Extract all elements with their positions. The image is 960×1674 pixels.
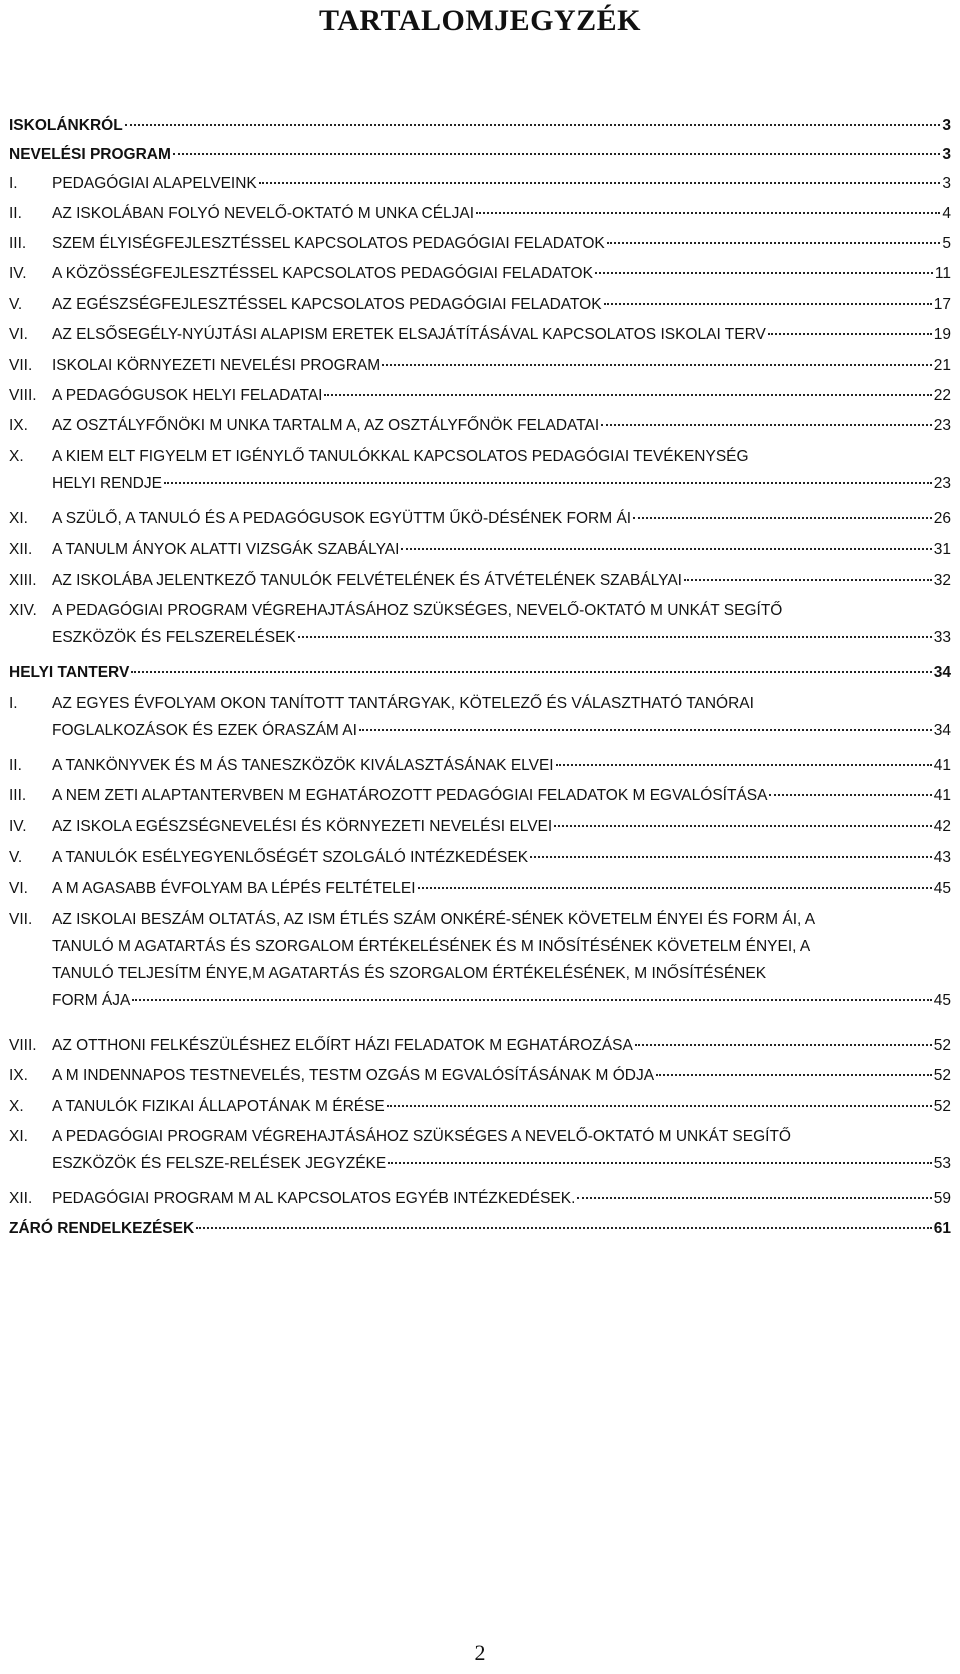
toc-entry-text bbox=[52, 844, 951, 871]
toc-entry-page: 17 bbox=[933, 296, 951, 313]
toc-entry-line bbox=[52, 536, 951, 563]
page-number: 2 bbox=[474, 1640, 486, 1665]
toc-entry-line bbox=[52, 505, 951, 532]
toc-entry-title: FORM ÁJA bbox=[52, 992, 131, 1009]
toc-entry-line bbox=[52, 752, 951, 779]
dot-leader bbox=[418, 887, 932, 889]
toc-entry-title: ISKOLÁNKRÓL bbox=[9, 117, 123, 134]
toc-entry-number: V. bbox=[9, 849, 23, 866]
toc-entry-line bbox=[52, 470, 951, 497]
toc-entry-page: 53 bbox=[933, 1155, 951, 1172]
toc-entry-number: VIII. bbox=[9, 1037, 37, 1054]
toc-entry-text bbox=[52, 230, 951, 257]
toc-entry-text bbox=[52, 170, 951, 197]
dot-leader bbox=[577, 1197, 931, 1199]
toc-entry-title: PEDAGÓGIAI ALAPELVEINK bbox=[52, 175, 257, 192]
toc-entry-text bbox=[52, 813, 951, 840]
dot-leader bbox=[769, 794, 931, 796]
toc-entry-page: 52 bbox=[933, 1037, 951, 1054]
toc-entry-number: III. bbox=[9, 235, 27, 252]
toc-entry-page: 41 bbox=[933, 757, 951, 774]
toc-entry-text bbox=[52, 1032, 951, 1059]
toc-entry-title: SZEM ÉLYISÉGFEJLESZTÉSSEL KAPCSOLATOS PEDAGÓGIAI FELADATOK bbox=[52, 235, 605, 252]
toc-entry-line bbox=[52, 597, 951, 624]
toc-entry-title: A TANKÖNYVEK ÉS M ÁS TANESZKÖZÖK KIVÁLASZTÁSÁNAK ELVEI bbox=[52, 757, 554, 774]
toc-entry-number: I. bbox=[9, 695, 18, 712]
toc-entry-page: 21 bbox=[933, 357, 951, 374]
toc-entry-title: A KÖZÖSSÉGFEJLESZTÉSSEL KAPCSOLATOS PEDAGÓGIAI FELADATOK bbox=[52, 265, 593, 282]
dot-leader bbox=[604, 303, 932, 305]
toc-entry-line bbox=[52, 690, 951, 717]
toc-entry-line bbox=[52, 443, 951, 470]
page-title: TARTALOMJEGYZÉK bbox=[318, 4, 642, 37]
dot-leader bbox=[684, 579, 932, 581]
toc-entry-page: 19 bbox=[933, 326, 951, 343]
dot-leader bbox=[768, 333, 932, 335]
toc-entry-page: 45 bbox=[933, 880, 951, 897]
toc-entry-page: 3 bbox=[942, 175, 951, 192]
dot-leader bbox=[530, 856, 932, 858]
toc-entry-title: A NEM ZETI ALAPTANTERVBEN M EGHATÁROZOTT PEDAGÓGIAI FELADATOK M EGVALÓSÍTÁSA bbox=[52, 787, 768, 804]
toc-entry-title: ISKOLAI KÖRNYEZETI NEVELÉSI PROGRAM bbox=[52, 357, 381, 374]
toc-entry-title: A M INDENNAPOS TESTNEVELÉS, TESTM OZGÁS M EGVALÓSÍTÁSÁNAK M ÓDJA bbox=[52, 1067, 655, 1084]
toc-entry-line bbox=[52, 291, 951, 318]
dot-leader bbox=[554, 825, 932, 827]
toc-entry-line bbox=[52, 321, 951, 348]
toc-entry-title: A SZÜLŐ, A TANULÓ ÉS A PEDAGÓGUSOK EGYÜTTM ŰKÖ-DÉSÉNEK FORM ÁI bbox=[52, 510, 632, 527]
toc-entry-title: NEVELÉSI PROGRAM bbox=[9, 146, 171, 163]
toc-entry-number: III. bbox=[9, 787, 27, 804]
toc-entry-title: AZ ELSŐSEGÉLY-NYÚJTÁSI ALAPISM ERETEK ELSAJÁTÍTÁSÁVAL KAPCSOLATOS ISKOLAI TERV bbox=[52, 326, 766, 343]
toc-entry-text bbox=[52, 1185, 951, 1212]
toc-entry-page: 22 bbox=[933, 387, 951, 404]
dot-leader bbox=[635, 1044, 932, 1046]
toc-entry-page: 41 bbox=[933, 787, 951, 804]
dot-leader bbox=[387, 1105, 932, 1107]
toc-entry-number: II. bbox=[9, 757, 22, 774]
toc-entry-text bbox=[52, 597, 951, 651]
dot-leader bbox=[164, 482, 932, 484]
toc-entry-number: IX. bbox=[9, 1067, 28, 1084]
toc-entry-line bbox=[52, 782, 951, 809]
toc-entry-number: XI. bbox=[9, 1128, 28, 1145]
toc-entry-number: VIII. bbox=[9, 387, 37, 404]
toc-entry-page: 3 bbox=[942, 117, 951, 134]
dot-leader bbox=[382, 364, 932, 366]
toc-entry-text bbox=[52, 1062, 951, 1089]
dot-leader bbox=[324, 394, 931, 396]
toc-entry-text bbox=[9, 659, 951, 686]
toc-entry-title: HELYI TANTERV bbox=[9, 664, 130, 681]
dot-leader bbox=[556, 764, 932, 766]
toc-entry-text bbox=[52, 505, 951, 532]
toc-entry-text bbox=[52, 782, 951, 809]
dot-leader bbox=[607, 242, 941, 244]
toc-entry-text bbox=[52, 690, 951, 744]
toc-entry-title: AZ ISKOLA EGÉSZSÉGNEVELÉSI ÉS KÖRNYEZETI NEVELÉSI ELVEI bbox=[52, 818, 553, 835]
dot-leader bbox=[401, 548, 931, 550]
toc-entry-number: I. bbox=[9, 175, 18, 192]
toc-entry-line bbox=[52, 200, 951, 227]
toc-entry-line bbox=[9, 112, 951, 139]
dot-leader bbox=[131, 671, 931, 673]
toc-entry-page: 34 bbox=[933, 664, 951, 681]
toc-entry-page: 5 bbox=[942, 235, 951, 252]
toc-entry-line bbox=[52, 1185, 951, 1212]
toc-entry-number: X. bbox=[9, 1098, 24, 1115]
toc-entry-text bbox=[52, 412, 951, 439]
dot-leader bbox=[259, 182, 941, 184]
toc-entry-line bbox=[52, 567, 951, 594]
dot-leader bbox=[633, 517, 932, 519]
toc-entry-page: 32 bbox=[933, 572, 951, 589]
toc-entry-line bbox=[52, 382, 951, 409]
toc-entry-line bbox=[52, 260, 951, 287]
toc-entry-number: IX. bbox=[9, 417, 28, 434]
toc-entry-text bbox=[52, 260, 951, 287]
toc-entry-number: XIII. bbox=[9, 572, 37, 589]
toc-entry-title: ESZKÖZÖK ÉS FELSZE-RELÉSEK JEGYZÉKE bbox=[52, 1155, 387, 1172]
toc-entry-number: VI. bbox=[9, 880, 28, 897]
toc-entry-line bbox=[52, 352, 951, 379]
toc-entry-page: 52 bbox=[933, 1098, 951, 1115]
toc-entry-page: 23 bbox=[933, 475, 951, 492]
toc-entry-number: II. bbox=[9, 205, 22, 222]
toc-entry-page: 26 bbox=[933, 510, 951, 527]
toc-entry-title: A TANULM ÁNYOK ALATTI VIZSGÁK SZABÁLYAI bbox=[52, 541, 400, 558]
toc-entry-page: 4 bbox=[942, 205, 951, 222]
toc-entry-text bbox=[52, 752, 951, 779]
toc-entry-line bbox=[52, 624, 951, 651]
toc-entry-line bbox=[52, 1032, 951, 1059]
toc-entry-number: IV. bbox=[9, 265, 27, 282]
toc-entry-line bbox=[52, 1150, 951, 1177]
dot-leader bbox=[173, 153, 940, 155]
toc-entry-page: 59 bbox=[933, 1190, 951, 1207]
toc-entry-number: V. bbox=[9, 296, 23, 313]
toc-entry-title: A TANULÓK FIZIKAI ÁLLAPOTÁNAK M ÉRÉSE bbox=[52, 1098, 385, 1115]
dot-leader bbox=[196, 1227, 932, 1229]
toc-entry-text bbox=[52, 200, 951, 227]
toc-entry-text bbox=[52, 321, 951, 348]
toc-entry-page: 23 bbox=[933, 417, 951, 434]
toc-entry-line bbox=[52, 906, 951, 933]
toc-entry-line bbox=[52, 933, 951, 960]
toc-entry-line bbox=[52, 717, 951, 744]
toc-entry-line bbox=[52, 230, 951, 257]
toc-entry-title: AZ ISKOLAI BESZÁM OLTATÁS, AZ ISM ÉTLÉS SZÁM ONKÉRÉ-SÉNEK KÖVETELM ÉNYEI ÉS FORM ÁI, A bbox=[52, 911, 816, 928]
dot-leader bbox=[656, 1074, 932, 1076]
toc-entry-number: VI. bbox=[9, 326, 28, 343]
toc-entry-title: A PEDAGÓGIAI PROGRAM VÉGREHAJTÁSÁHOZ SZÜKSÉGES A NEVELŐ-OKTATÓ M UNKÁT SEGÍTŐ bbox=[52, 1128, 791, 1145]
toc-entry-title: ESZKÖZÖK ÉS FELSZERELÉSEK bbox=[52, 629, 296, 646]
toc-entry-line bbox=[52, 170, 951, 197]
toc-entry-page: 61 bbox=[933, 1220, 951, 1237]
toc-entry-text bbox=[52, 875, 951, 902]
toc-entry-text bbox=[52, 1123, 951, 1177]
toc-entry-title: FOGLALKOZÁSOK ÉS EZEK ÓRASZÁM AI bbox=[52, 722, 357, 739]
toc-entry-line bbox=[52, 960, 951, 987]
toc-entry-text bbox=[52, 291, 951, 318]
toc-entry-number: XII. bbox=[9, 1190, 33, 1207]
toc-entry-text bbox=[52, 382, 951, 409]
toc-entry-title: AZ OTTHONI FELKÉSZÜLÉSHEZ ELŐÍRT HÁZI FELADATOK M EGHATÁROZÁSA bbox=[52, 1037, 633, 1054]
toc-entry-text bbox=[52, 536, 951, 563]
toc-entry-title: PEDAGÓGIAI PROGRAM M AL KAPCSOLATOS EGYÉB INTÉZKEDÉSEK. bbox=[52, 1190, 576, 1207]
toc-entry-page: 42 bbox=[933, 818, 951, 835]
toc-entry-page: 45 bbox=[933, 992, 951, 1009]
dot-leader bbox=[388, 1162, 932, 1164]
toc-entry-text bbox=[52, 1093, 951, 1120]
toc-entry-page: 33 bbox=[933, 629, 951, 646]
toc-entry-line bbox=[52, 987, 951, 1014]
toc-entry-line bbox=[52, 1062, 951, 1089]
toc-entry-line bbox=[9, 659, 951, 686]
toc-entry-number: IV. bbox=[9, 818, 27, 835]
dot-leader bbox=[601, 424, 932, 426]
toc-entry-line bbox=[9, 141, 951, 168]
toc-entry-page: 34 bbox=[933, 722, 951, 739]
toc-entry-title: AZ OSZTÁLYFŐNÖKI M UNKA TARTALM A, AZ OSZTÁLYFŐNÖK FELADATAI bbox=[52, 417, 600, 434]
toc-entry-text bbox=[9, 1215, 951, 1242]
toc-entry-text bbox=[52, 352, 951, 379]
toc-entry-number: X. bbox=[9, 448, 24, 465]
toc-entry-title: AZ ISKOLÁBAN FOLYÓ NEVELŐ-OKTATÓ M UNKA CÉLJAI bbox=[52, 205, 475, 222]
toc-entry-title: A KIEM ELT FIGYELM ET IGÉNYLŐ TANULÓKKAL KAPCSOLATOS PEDAGÓGIAI TEVÉKENYSÉG bbox=[52, 448, 749, 465]
toc-entry-title: ZÁRÓ RENDELKEZÉSEK bbox=[9, 1220, 195, 1237]
toc-entry-line bbox=[52, 875, 951, 902]
toc-entry-page: 43 bbox=[933, 849, 951, 866]
toc-entry-text bbox=[52, 443, 951, 497]
toc-entry-line bbox=[52, 1123, 951, 1150]
toc-entry-title: AZ EGÉSZSÉGFEJLESZTÉSSEL KAPCSOLATOS PEDAGÓGIAI FELADATOK bbox=[52, 296, 602, 313]
toc-entry-number: XII. bbox=[9, 541, 33, 558]
toc-entry-title: A PEDAGÓGIAI PROGRAM VÉGREHAJTÁSÁHOZ SZÜKSÉGES, NEVELŐ-OKTATÓ M UNKÁT SEGÍTŐ bbox=[52, 602, 783, 619]
dot-leader bbox=[476, 212, 940, 214]
dot-leader bbox=[132, 999, 931, 1001]
toc-entry-text bbox=[9, 112, 951, 139]
toc-entry-line bbox=[52, 813, 951, 840]
dot-leader bbox=[595, 272, 933, 274]
toc-entry-text bbox=[52, 906, 951, 1014]
toc-entry-title: A TANULÓK ESÉLYEGYENLŐSÉGÉT SZOLGÁLÓ INTÉZKEDÉSEK bbox=[52, 849, 529, 866]
dot-leader bbox=[298, 636, 932, 638]
toc-entry-text bbox=[9, 141, 951, 168]
toc-entry-number: VII. bbox=[9, 911, 33, 928]
toc-entry-page: 11 bbox=[934, 265, 951, 282]
toc-entry-title: A PEDAGÓGUSOK HELYI FELADATAI bbox=[52, 387, 323, 404]
toc-entry-number: XIV. bbox=[9, 602, 37, 619]
toc-entry-title: A M AGASABB ÉVFOLYAM BA LÉPÉS FELTÉTELEI bbox=[52, 880, 416, 897]
toc-entry-title: HELYI RENDJE bbox=[52, 475, 162, 492]
toc-entry-text bbox=[52, 567, 951, 594]
toc-entry-title: TANULÓ TELJESÍTM ÉNYE,M AGATARTÁS ÉS SZORGALOM ÉRTÉKELÉSÉNEK, M INŐSÍTÉSÉNEK bbox=[52, 965, 767, 982]
toc-entry-number: VII. bbox=[9, 357, 33, 374]
toc-entry-line bbox=[9, 1215, 951, 1242]
toc-entry-line bbox=[52, 844, 951, 871]
toc-entry-page: 31 bbox=[933, 541, 951, 558]
toc-entry-page: 52 bbox=[933, 1067, 951, 1084]
toc-entry-line bbox=[52, 1093, 951, 1120]
toc-entry-page: 3 bbox=[942, 146, 951, 163]
toc-entry-number: XI. bbox=[9, 510, 28, 527]
dot-leader bbox=[359, 729, 932, 731]
dot-leader bbox=[125, 124, 941, 126]
toc-entry-title: AZ ISKOLÁBA JELENTKEZŐ TANULÓK FELVÉTELÉNEK ÉS ÁTVÉTELÉNEK SZABÁLYAI bbox=[52, 572, 682, 589]
toc-entry-title: AZ EGYES ÉVFOLYAM OKON TANÍTOTT TANTÁRGYAK, KÖTELEZŐ ÉS VÁLASZTHATÓ TANÓRAI bbox=[52, 695, 754, 712]
toc-entry-title: TANULÓ M AGATARTÁS ÉS SZORGALOM ÉRTÉKELÉSÉNEK ÉS M INŐSÍTÉSÉNEK KÖVETELM ÉNYEI, A bbox=[52, 938, 811, 955]
toc-entry-line bbox=[52, 412, 951, 439]
